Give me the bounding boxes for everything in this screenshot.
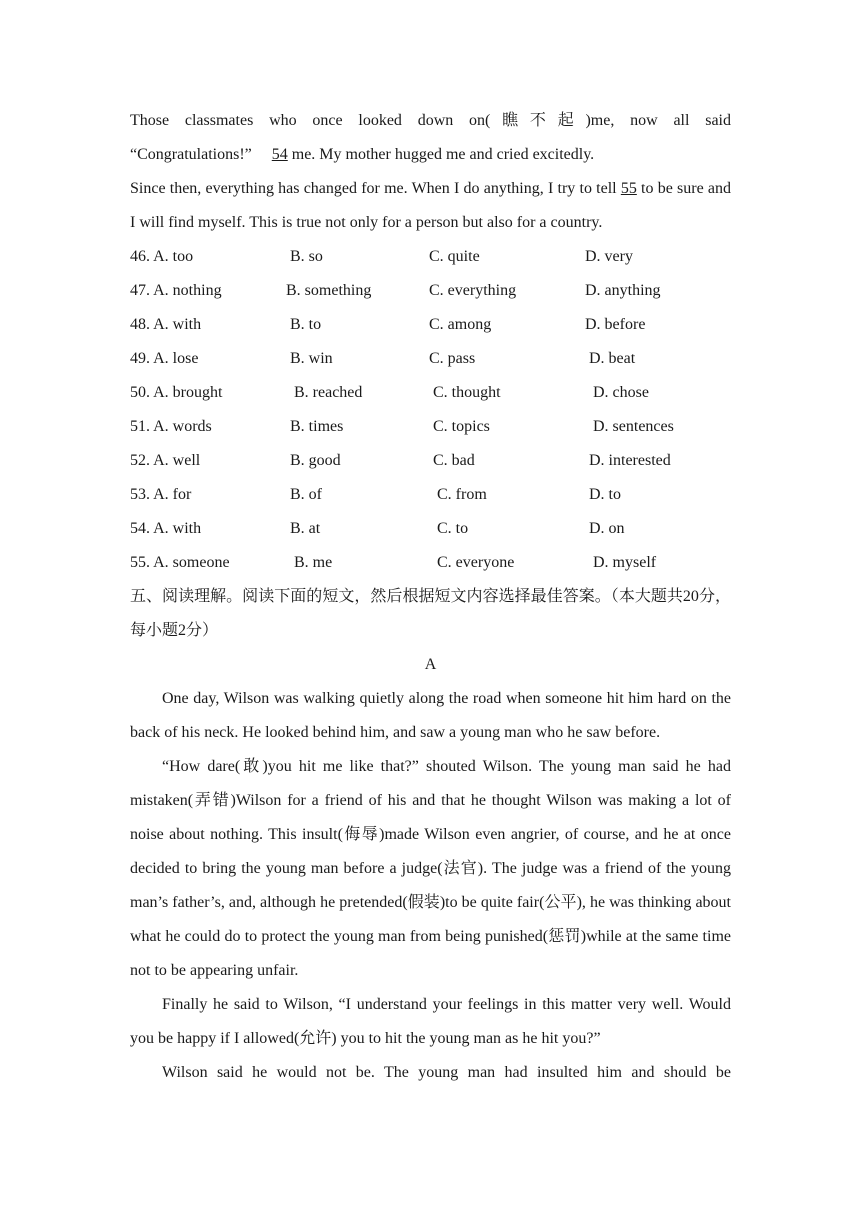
question-row xyxy=(130,308,731,342)
option-a: 49. A. lose xyxy=(130,350,199,367)
option-c: C. bad xyxy=(433,452,475,469)
question-row xyxy=(130,342,731,376)
option-b: B. to xyxy=(290,316,322,333)
blank-55: 55 xyxy=(620,180,637,197)
option-d: D. beat xyxy=(589,350,636,367)
option-a: 52. A. well xyxy=(130,452,201,469)
question-row xyxy=(130,410,731,444)
section-heading: 五、阅读理解。阅读下面的短文，然后根据短文内容选择最佳答案。（本大题共20分，每小题2分） xyxy=(130,588,731,639)
option-a: 48. A. with xyxy=(130,316,202,333)
option-c: C. thought xyxy=(433,384,501,401)
cloze-text: Since then, everything has changed for me. When I do anything, I try to tell xyxy=(130,180,621,197)
option-c: C. pass xyxy=(429,350,476,367)
cloze-text: me. My mother hugged me and cried excitedly. xyxy=(287,146,595,163)
option-d: D. on xyxy=(589,520,625,537)
passage-paragraph: Finally he said to Wilson, “I understand your feelings in this matter very well. Would you be happy if I allowed(允许) you to hit the young man as he hit you?” xyxy=(130,996,731,1047)
question-row xyxy=(130,376,731,410)
option-b: B. at xyxy=(290,520,321,537)
option-b: B. win xyxy=(290,350,333,367)
option-b: B. good xyxy=(290,452,341,469)
cloze-paragraph-end xyxy=(130,104,731,172)
passage-paragraph: One day, Wilson was walking quietly along the road when someone hit him hard on the back of his neck. He looked behind him, and saw a young man who he saw before. xyxy=(130,690,731,741)
option-d: D. before xyxy=(585,316,646,333)
question-row xyxy=(130,478,731,512)
question-row xyxy=(130,444,731,478)
cloze-text: Those classmates who once looked down on(瞧不起)me, now all said “Congratulations!” xyxy=(130,112,731,163)
option-c: C. from xyxy=(437,486,487,503)
document-page xyxy=(130,104,731,1090)
option-c: C. to xyxy=(437,520,469,537)
option-c: C. topics xyxy=(433,418,490,435)
cloze-text: to be sure and I will find myself. This is true not only for a person but also for a country. xyxy=(130,180,731,231)
question-row xyxy=(130,240,731,274)
option-c: C. quite xyxy=(429,248,480,265)
blank-54: 54 xyxy=(271,146,288,163)
option-b: B. me xyxy=(294,554,333,571)
option-a: 51. A. words xyxy=(130,418,212,435)
option-b: B. something xyxy=(286,282,372,299)
option-d: D. chose xyxy=(593,384,649,401)
option-c: C. among xyxy=(429,316,492,333)
question-row xyxy=(130,546,731,580)
option-d: D. to xyxy=(589,486,621,503)
option-c: C. everything xyxy=(429,282,517,299)
question-row xyxy=(130,512,731,546)
passage-paragraph: Wilson said he would not be. The young man had insulted him and should be xyxy=(162,1064,731,1081)
cloze-paragraph-conclusion xyxy=(130,172,731,240)
question-list xyxy=(130,240,731,580)
option-b: B. of xyxy=(290,486,322,503)
option-a: 50. A. brought xyxy=(130,384,223,401)
option-b: B. reached xyxy=(294,384,363,401)
option-a: 54. A. with xyxy=(130,520,202,537)
option-a: 47. A. nothing xyxy=(130,282,222,299)
option-d: D. sentences xyxy=(593,418,674,435)
passage-label: A xyxy=(424,656,437,673)
option-b: B. times xyxy=(290,418,344,435)
option-b: B. so xyxy=(290,248,323,265)
option-a: 55. A. someone xyxy=(130,554,230,571)
passage-paragraph: “How dare(敢)you hit me like that?” shouted Wilson. The young man said he had mistaken(弄错)Wilson for a friend of his and that he thought Wilson was making a lot of noise about nothing. This insult(侮辱)made Wilson even angrier, of course, and he at once decided to bring the young man before a judge(法官). The judge was a friend of the young man’s father’s, and, although he pretended(假装)to be quite fair(公平), he was thinking about what he could do to protect the young man from being punished(惩罚)while at the same time not to be appearing unfair. xyxy=(130,758,731,979)
option-d: D. myself xyxy=(593,554,657,571)
option-c: C. everyone xyxy=(437,554,515,571)
option-d: D. very xyxy=(585,248,633,265)
option-a: 46. A. too xyxy=(130,248,194,265)
option-a: 53. A. for xyxy=(130,486,192,503)
question-row xyxy=(130,274,731,308)
option-d: D. anything xyxy=(585,282,661,299)
option-d: D. interested xyxy=(589,452,671,469)
